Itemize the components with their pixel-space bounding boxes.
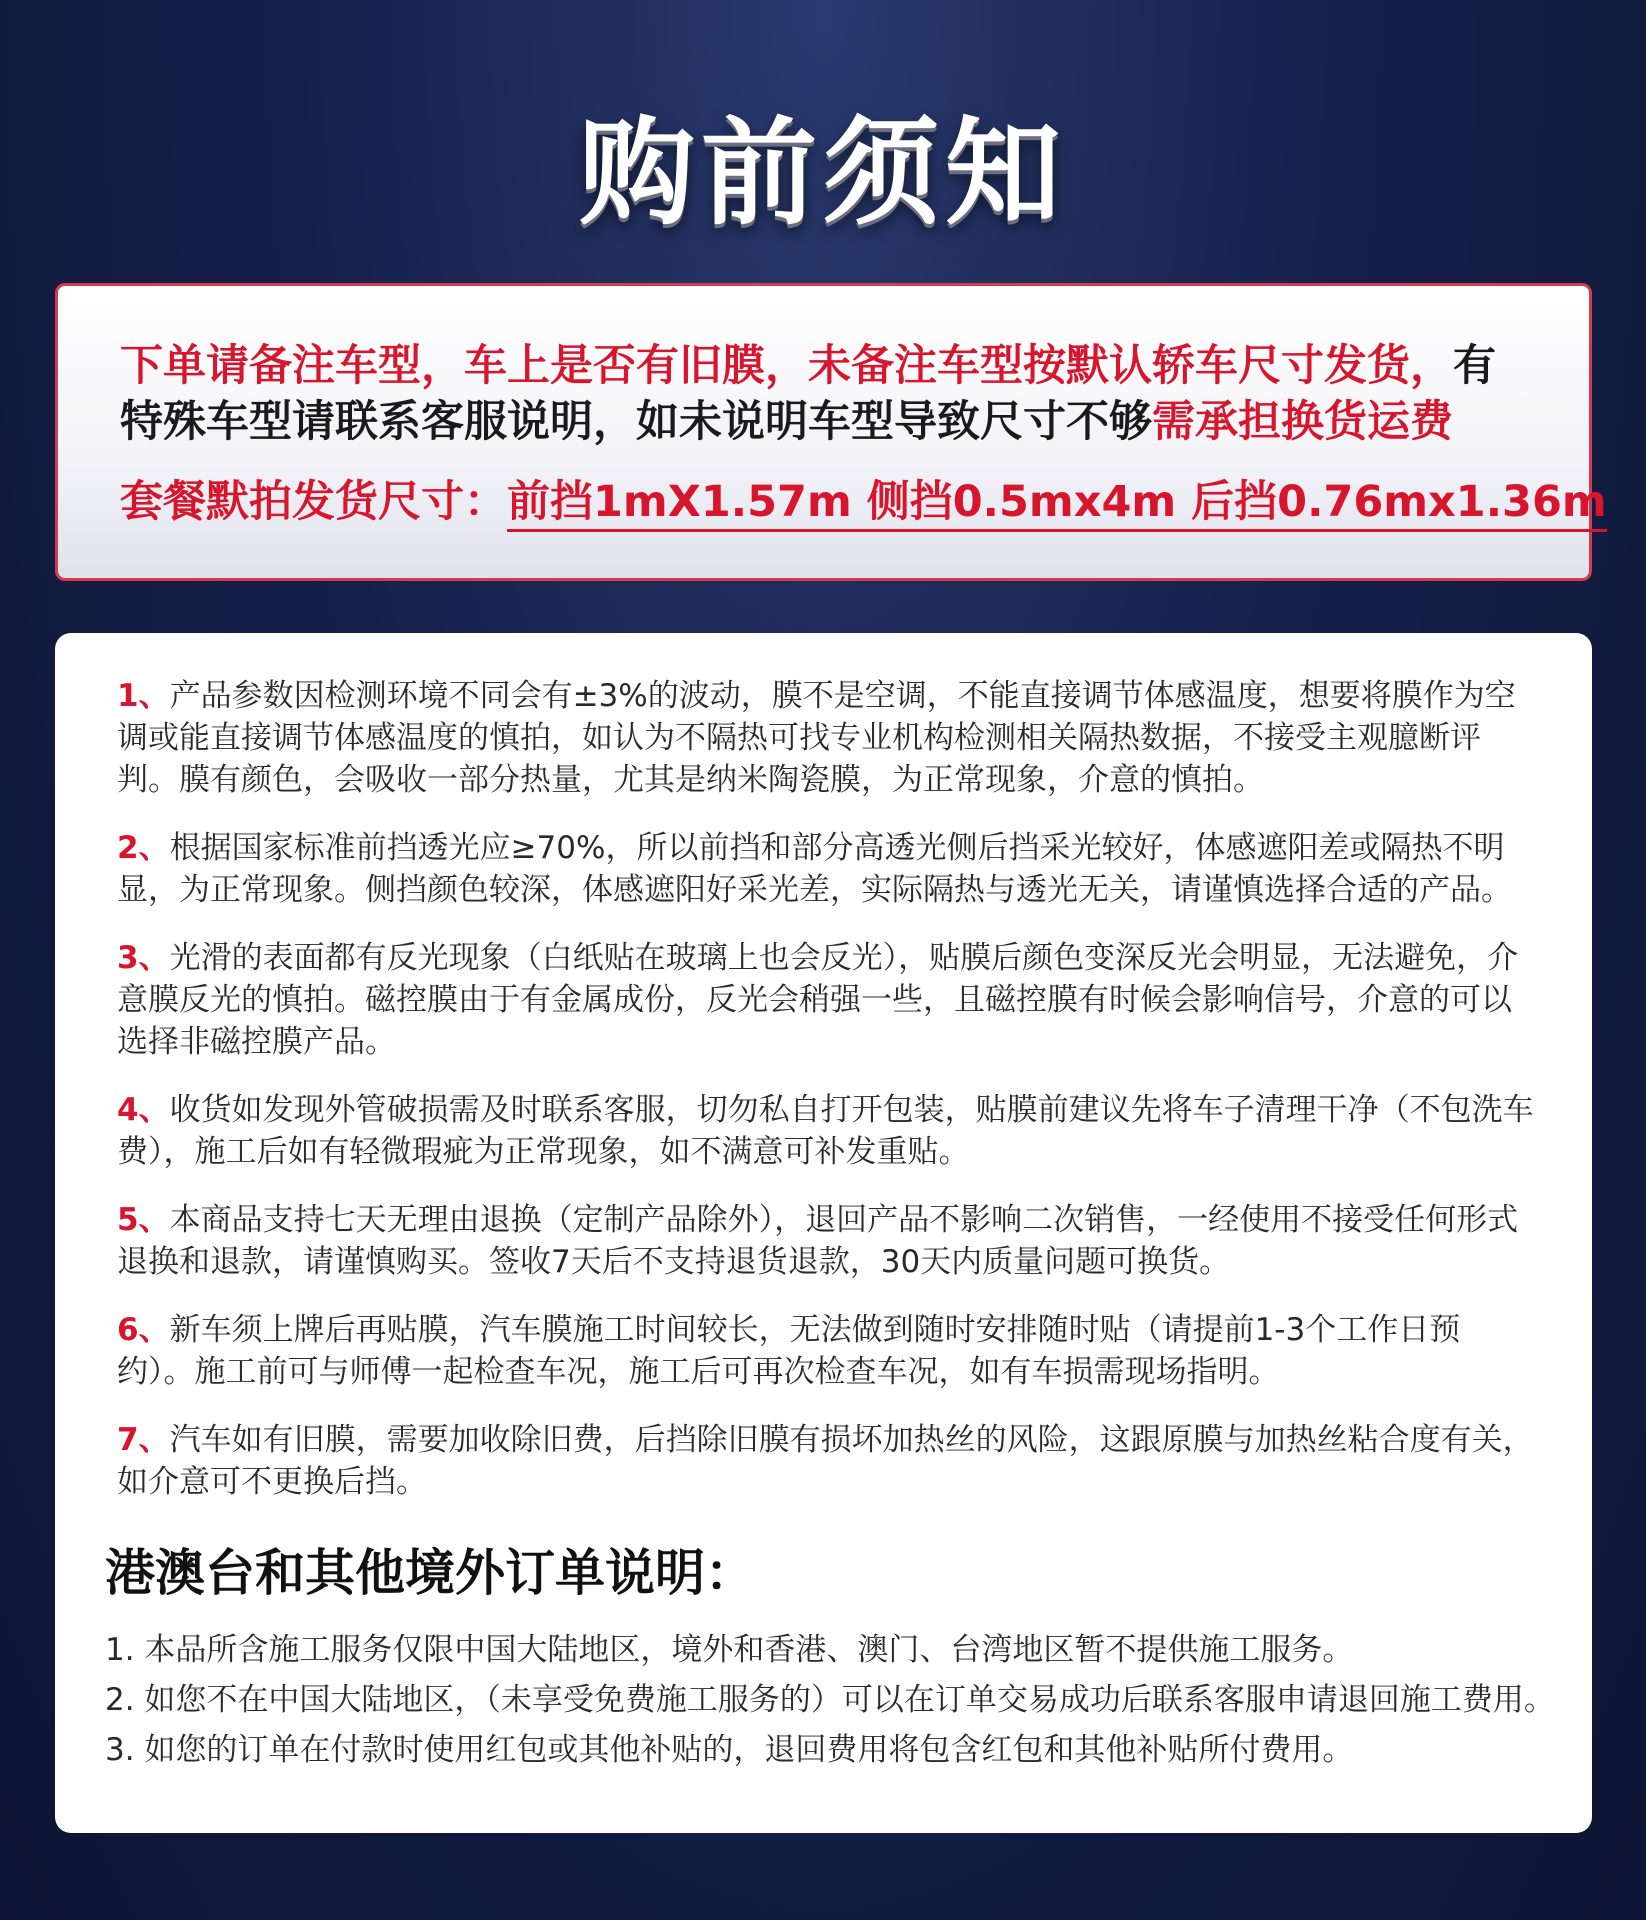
- overseas-item: 1. 本品所含施工服务仅限中国大陆地区，境外和香港、澳门、台湾地区暂不提供施工服务。: [105, 1632, 1354, 1668]
- term-number: 1、: [117, 678, 170, 714]
- term-item: [117, 1199, 1534, 1283]
- notice-line-2: [120, 394, 1527, 450]
- notice-line-2-black: 特殊车型请联系客服说明，如未说明车型导致尺寸不够: [120, 397, 1152, 447]
- notice-line-1-red: 下单请备注车型，车上是否有旧膜，未备注车型按默认轿车尺寸发货，: [120, 341, 1453, 391]
- overseas-list: [105, 1625, 1555, 1775]
- term-text: 根据国家标准前挡透光应≥70%，所以前挡和部分高透光侧后挡采光较好，体感遮阳差或隔热不明显，为正常现象。侧挡颜色较深，体感遮阳好采光差，实际隔热与透光无关，请谨慎选择合适的产品。: [117, 830, 1512, 908]
- term-item: [117, 675, 1534, 801]
- terms-box: [55, 633, 1592, 1833]
- term-number: 6、: [117, 1312, 170, 1348]
- term-number: 3、: [117, 940, 170, 976]
- term-number: 7、: [117, 1422, 170, 1458]
- term-item: [117, 1309, 1534, 1393]
- term-text: 汽车如有旧膜，需要加收除旧费，后挡除旧膜有损坏加热丝的风险，这跟原膜与加热丝粘合度有关，如介意可不更换后挡。: [117, 1422, 1534, 1500]
- overseas-item: 2. 如您不在中国大陆地区，（未享受免费施工服务的）可以在订单交易成功后联系客服申请退回施工费用。: [105, 1682, 1555, 1718]
- overseas-item: 3. 如您的订单在付款时使用红包或其他补贴的，退回费用将包含红包和其他补贴所付费用。: [105, 1732, 1354, 1768]
- term-text: 新车须上牌后再贴膜，汽车膜施工时间较长，无法做到随时安排随时贴（请提前1-3个工作日预约）。施工前可与师傅一起检查车况，施工后可再次检查车况，如有车损需现场指明。: [117, 1312, 1461, 1390]
- term-item: [117, 1419, 1534, 1503]
- term-text: 产品参数因检测环境不同会有±3%的波动，膜不是空调，不能直接调节体感温度，想要将膜作为空调或能直接调节体感温度的慎拍，如认为不隔热可找专业机构检测相关隔热数据，不接受主观臆断评判。膜有颜色，会吸收一部分热量，尤其是纳米陶瓷膜，为正常现象，介意的慎拍。: [117, 678, 1516, 798]
- term-text: 收货如发现外管破损需及时联系客服，切勿私自打开包装，贴膜前建议先将车子清理干净（不包洗车费），施工后如有轻微瑕疵为正常现象，如不满意可补发重贴。: [117, 1092, 1534, 1170]
- terms-list: [117, 675, 1534, 1503]
- overseas-title: 港澳台和其他境外订单说明：: [105, 1544, 755, 1602]
- term-item: [117, 937, 1534, 1063]
- notice-line-2-red: 需承担换货运费: [1152, 397, 1453, 447]
- term-item: [117, 827, 1534, 911]
- order-notice-box: [55, 283, 1607, 581]
- term-number: 2、: [117, 830, 170, 866]
- notice-line-1-black: 有: [1453, 341, 1496, 391]
- page-title: 购前须知: [579, 106, 1067, 241]
- default-size-line: [120, 474, 1607, 530]
- default-size-label: 套餐默拍发货尺寸：: [120, 477, 507, 527]
- term-number: 4、: [117, 1092, 170, 1128]
- term-number: 5、: [117, 1202, 170, 1238]
- default-size-values: 前挡1mX1.57m 侧挡0.5mx4m 后挡0.76mx1.36m: [507, 477, 1607, 532]
- notice-line-1: [120, 338, 1527, 394]
- term-item: [117, 1089, 1534, 1173]
- term-text: 光滑的表面都有反光现象（白纸贴在玻璃上也会反光），贴膜后颜色变深反光会明显，无法避免，介意膜反光的慎拍。磁控膜由于有金属成份，反光会稍强一些，且磁控膜有时候会影响信号，介意的可以选择非磁控膜产品。: [117, 940, 1519, 1060]
- term-text: 本商品支持七天无理由退换（定制产品除外），退回产品不影响二次销售，一经使用不接受任何形式退换和退款，请谨慎购买。签收7天后不支持退货退款，30天内质量问题可换货。: [117, 1202, 1519, 1280]
